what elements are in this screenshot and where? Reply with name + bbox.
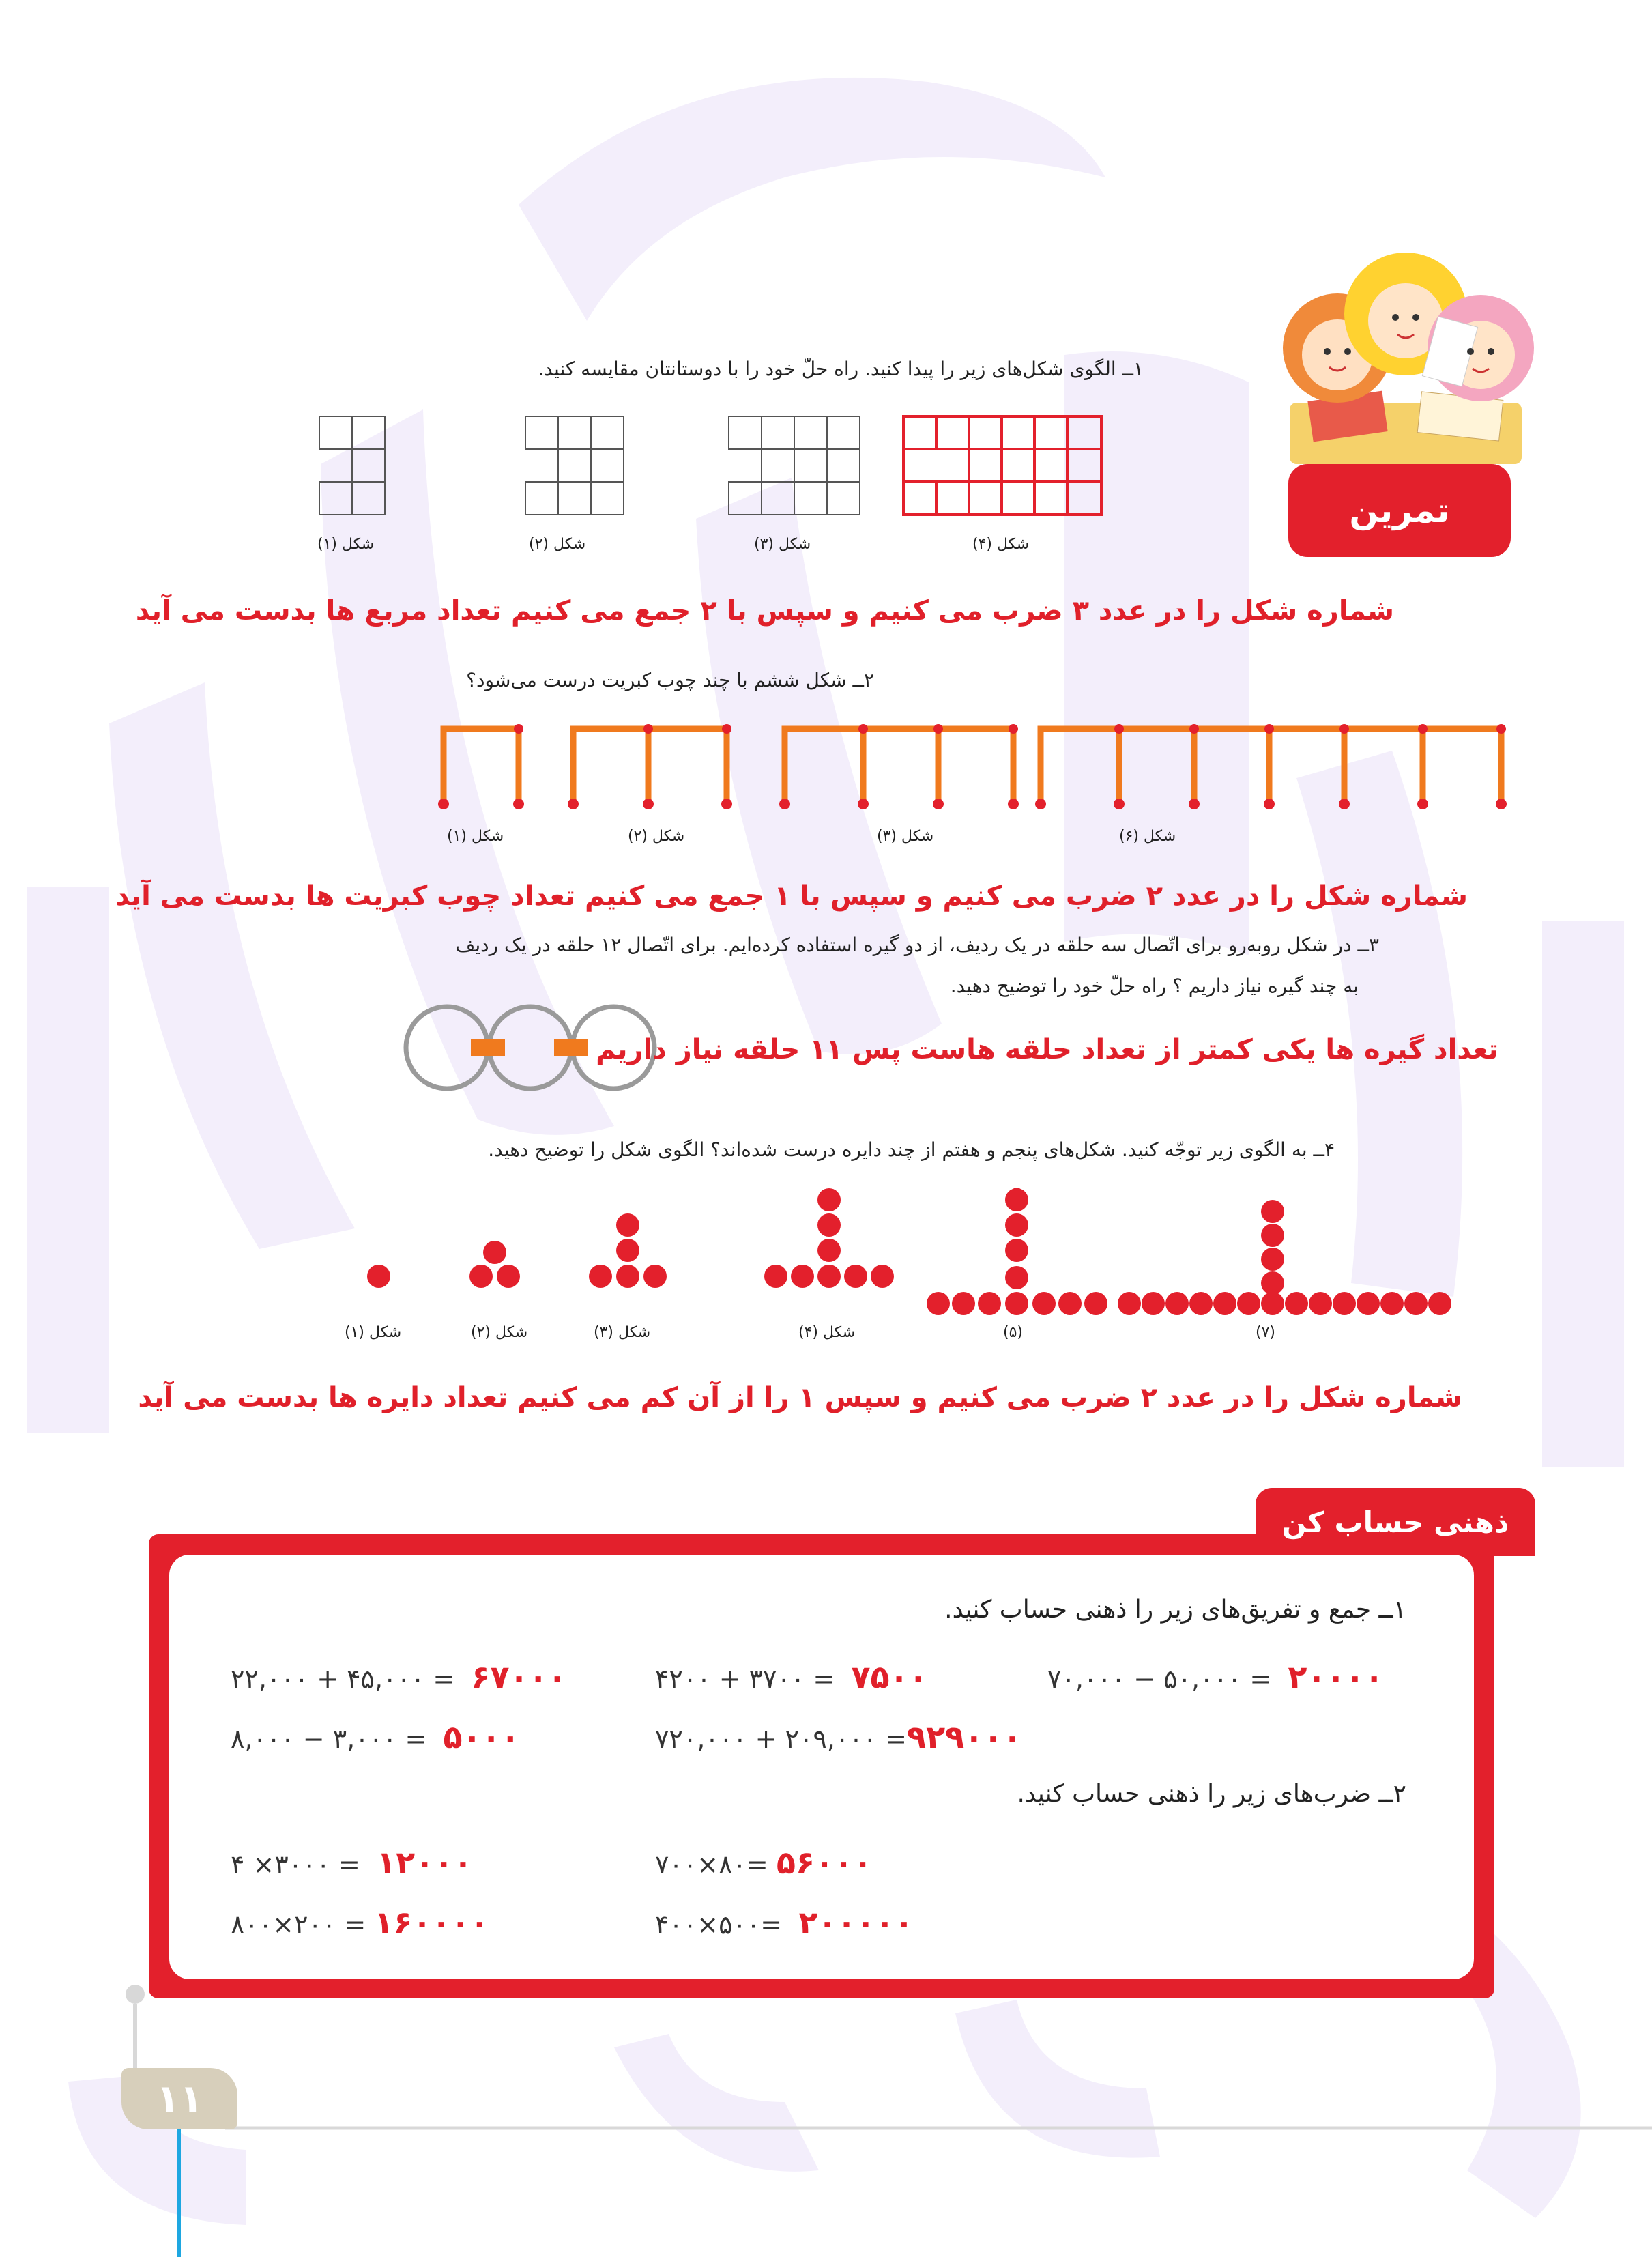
equation-row1-col3: ۷۰,۰۰۰ − ۵۰,۰۰۰ = ۲۰۰۰۰ xyxy=(1047,1658,1384,1695)
q2-caption-2: شکل (۲) xyxy=(628,828,685,845)
answer-value: ۲۰۰۰۰ xyxy=(1288,1658,1384,1695)
question-4-text: ۴ــ به الگوی زیر توجّه کنید. شکل‌های پنجم و هفتم از چند دایره درست شده‌اند؟ الگوی شکل را توضیح دهید. xyxy=(488,1138,1335,1161)
equation-row2-col2: ۷۲۰,۰۰۰ + ۲۰۹,۰۰۰ =۹۲۹۰۰۰ xyxy=(655,1719,1022,1755)
equation-row1-col2: ۴۲۰۰ + ۳۷۰۰ = ۷۵۰۰ xyxy=(655,1658,928,1695)
equation-row3-col1: ۴ ×۳۰۰۰ = ۱۲۰۰۰ xyxy=(231,1844,473,1881)
grid-figure-3 xyxy=(729,416,860,515)
grid-figure-2 xyxy=(525,416,624,515)
q2-caption-3: شکل (۳) xyxy=(877,828,934,845)
answer-value: ۵۰۰۰ xyxy=(443,1719,520,1755)
q1-caption-1: شکل (۱) xyxy=(317,536,375,553)
q1-caption-4: شکل (۴) xyxy=(972,536,1030,553)
q4-caption-4: شکل (۴) xyxy=(798,1324,856,1341)
answer-value: ۲۰۰۰۰۰ xyxy=(798,1904,914,1941)
clip-2 xyxy=(554,1039,588,1056)
question-3-line-2: به چند گیره نیاز داریم ؟ راه حلّ خود را توضیح دهید. xyxy=(950,975,1359,997)
q1-grid-figures xyxy=(300,409,1119,526)
question-1-answer: شماره شکل را در عدد ۳ ضرب می کنیم و سپس با ۲ جمع می کنیم تعداد مربع ها بدست می آید xyxy=(135,595,1394,627)
page-number: ۱۱ xyxy=(121,2068,237,2129)
q4-caption-1: شکل (۱) xyxy=(345,1324,402,1341)
mental-subtitle-2: ۲ــ ضرب‌های زیر را ذهنی حساب کنید. xyxy=(1017,1780,1406,1808)
question-2-answer: شماره شکل را در عدد ۲ ضرب می کنیم و سپس با ۱ جمع می کنیم تعداد چوب کبریت ها بدست می آید xyxy=(115,880,1468,912)
answer-value: ۶۷۰۰۰ xyxy=(471,1658,567,1695)
equation-row1-col1: ۲۲,۰۰۰ + ۴۵,۰۰۰ = ۶۷۰۰۰ xyxy=(231,1658,567,1695)
mental-subtitle-1: ۱ــ جمع و تفریق‌های زیر را ذهنی حساب کنید. xyxy=(944,1596,1406,1624)
clip-1 xyxy=(471,1039,505,1056)
answer-value: ۵۶۰۰۰ xyxy=(776,1844,873,1881)
q4-caption-7: (۷) xyxy=(1256,1324,1276,1341)
exercise-badge: تمرین xyxy=(1288,464,1511,557)
question-3-answer: تعداد گیره ها یکی کمتر از تعداد حلقه هاست پس ۱۱ حلقه نیاز داریم xyxy=(596,1034,1498,1065)
question-4-answer: شماره شکل را در عدد ۲ ضرب می کنیم و سپس ۱ را از آن کم می کنیم تعداد دایره ها بدست می آید xyxy=(138,1382,1462,1413)
q4-caption-3: شکل (۳) xyxy=(594,1324,651,1341)
q4-caption-2: شکل (۲) xyxy=(471,1324,528,1341)
answer-value: ۹۲۹۰۰۰ xyxy=(907,1719,1022,1755)
q4-caption-5: (۵) xyxy=(1003,1324,1024,1341)
question-2-text: ۲ــ شکل ششم با چند چوب کبریت درست می‌شود؟ xyxy=(466,669,874,691)
q1-caption-2: شکل (۲) xyxy=(529,536,586,553)
answer-value: ۱۶۰۰۰۰ xyxy=(374,1904,489,1941)
grid-figure-4 xyxy=(903,416,1101,515)
equation-row4-col1: ۸۰۰×۲۰۰ = ۱۶۰۰۰۰ xyxy=(231,1904,489,1941)
q2-caption-6: شکل (۶) xyxy=(1119,828,1176,845)
q2-matchstick-figures xyxy=(430,717,1515,812)
answer-value: ۱۲۰۰۰ xyxy=(377,1844,473,1881)
question-3-line-1: ۳ــ در شکل روبه‌رو برای اتّصال سه حلقه در یک ردیف، از دو گیره استفاده کرده‌ایم. برای اتّصال ۱۲ حلقه در یک ردیف xyxy=(455,934,1379,956)
mental-math-title: ذهنی حساب کن xyxy=(1256,1488,1535,1556)
equation-row2-col1: ۸,۰۰۰ − ۳,۰۰۰ = ۵۰۰۰ xyxy=(231,1719,520,1755)
question-1-text: ۱ــ الگوی شکل‌های زیر را پیدا کنید. راه حلّ خود را با دوستانتان مقایسه کنید. xyxy=(538,358,1144,380)
equation-row3-col2: ۷۰۰×۸۰= ۵۶۰۰۰ xyxy=(655,1844,873,1881)
grid-figure-1 xyxy=(319,416,385,515)
q2-caption-1: شکل (۱) xyxy=(447,828,504,845)
q1-caption-3: شکل (۳) xyxy=(754,536,811,553)
footer-lines xyxy=(0,1979,1652,2257)
equation-row4-col2: ۴۰۰×۵۰۰= ۲۰۰۰۰۰ xyxy=(655,1904,914,1941)
q4-dot-pattern-figures xyxy=(355,1188,1474,1324)
answer-value: ۷۵۰۰ xyxy=(851,1658,928,1695)
children-reading-illustration xyxy=(1262,232,1549,478)
